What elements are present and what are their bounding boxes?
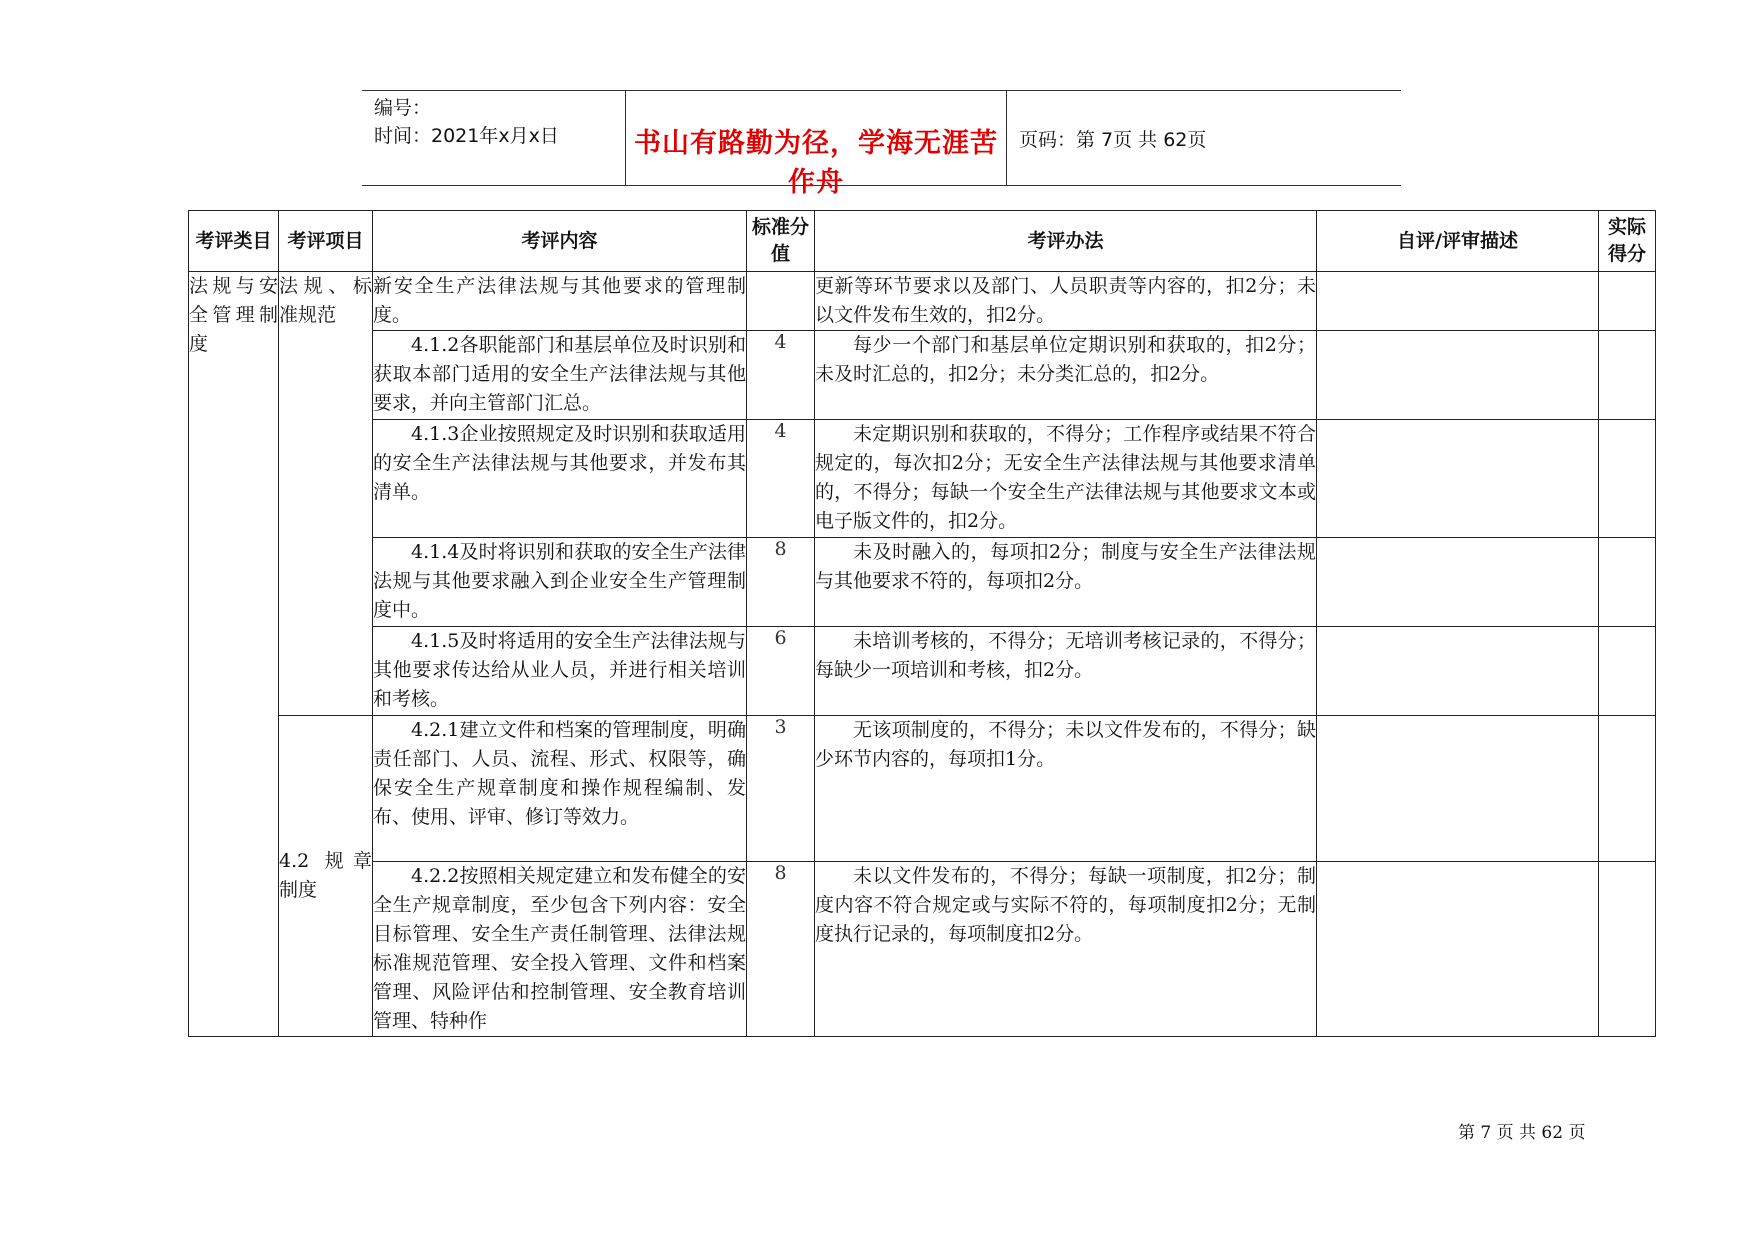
content-cell: 4.2.2按照相关规定建立和发布健全的安全生产规章制度，至少包含下列内容：安全目标管理、安全生产责任制管理、法律法规标准规范管理、安全投入管理、文件和档案管理、风险评估和控制管理、安全教育培训管理、特种作	[373, 862, 747, 1037]
table-row	[189, 862, 1656, 1037]
header-motto-cell	[626, 91, 1007, 198]
self-evaluation-cell	[1317, 716, 1599, 862]
method-cell: 每少一个部门和基层单位定期识别和获取的，扣2分；未及时汇总的，扣2分；未分类汇总的，扣2分。	[815, 331, 1317, 420]
score-cell	[747, 272, 815, 331]
method-cell: 未及时融入的，每项扣2分；制度与安全生产法律法规与其他要求不符的，每项扣2分。	[815, 538, 1317, 627]
table-row	[189, 627, 1656, 716]
actual-score-cell	[1599, 272, 1656, 331]
actual-score-cell	[1599, 716, 1656, 862]
item-cell: 4.2 规章制度	[279, 716, 373, 1037]
score-cell: 6	[747, 627, 815, 716]
item-cell: 法规、标准规范	[279, 272, 373, 716]
self-evaluation-cell	[1317, 420, 1599, 538]
content-cell: 4.1.4及时将识别和获取的安全生产法律法规与其他要求融入到企业安全生产管理制度中。	[373, 538, 747, 627]
self-evaluation-cell	[1317, 331, 1599, 420]
score-cell: 3	[747, 716, 815, 862]
evaluation-table	[188, 210, 1656, 1037]
table-row	[189, 716, 1656, 862]
actual-score-cell	[1599, 862, 1656, 1037]
score-cell: 4	[747, 420, 815, 538]
actual-score-cell	[1599, 538, 1656, 627]
number-label: 编号：	[374, 97, 432, 119]
score-cell: 8	[747, 538, 815, 627]
method-cell: 未以文件发布的，不得分；每缺一项制度，扣2分；制度内容不符合规定或与实际不符的，每项制度扣2分；无制度执行记录的，每项制度扣2分。	[815, 862, 1317, 1037]
header-actual-score: 实际得分	[1599, 211, 1656, 272]
score-cell: 4	[747, 331, 815, 420]
header-self-evaluation: 自评/评审描述	[1317, 211, 1599, 272]
method-cell: 未培训考核的，不得分；无培训考核记录的，不得分；每缺少一项培训和考核，扣2分。	[815, 627, 1317, 716]
self-evaluation-cell	[1317, 862, 1599, 1037]
method-cell: 更新等环节要求以及部门、人员职责等内容的，扣2分；未以文件发布生效的，扣2分。	[815, 272, 1317, 331]
content-cell: 4.1.3企业按照规定及时识别和获取适用的安全生产法律法规与其他要求，并发布其清单。	[373, 420, 747, 538]
header-content: 考评内容	[373, 211, 747, 272]
table-row	[189, 538, 1656, 627]
method-cell: 未定期识别和获取的，不得分；工作程序或结果不符合规定的，每次扣2分；无安全生产法律法规与其他要求清单的，不得分；每缺一个安全生产法律法规与其他要求文本或电子版文件的，扣2分。	[815, 420, 1317, 538]
header-info-cell	[362, 91, 626, 185]
self-evaluation-cell	[1317, 538, 1599, 627]
method-cell: 无该项制度的，不得分；未以文件发布的，不得分；缺少环节内容的，每项扣1分。	[815, 716, 1317, 862]
actual-score-cell	[1599, 627, 1656, 716]
page-footer: 第 7 页 共 62 页	[1458, 1123, 1586, 1143]
self-evaluation-cell	[1317, 272, 1599, 331]
header-item: 考评项目	[279, 211, 373, 272]
table-row	[189, 420, 1656, 538]
document-header	[362, 90, 1401, 198]
header-page-cell	[1007, 91, 1401, 185]
category-cell: 法规与安全管理制度	[189, 272, 279, 1037]
content-cell: 4.1.2各职能部门和基层单位及时识别和获取本部门适用的安全生产法律法规与其他要求，并向主管部门汇总。	[373, 331, 747, 420]
actual-score-cell	[1599, 331, 1656, 420]
time-label: 时间：2021年x月x日	[374, 125, 559, 147]
header-score: 标准分值	[747, 211, 815, 272]
table-header-row	[189, 211, 1656, 272]
header-category: 考评类目	[189, 211, 279, 272]
score-cell: 8	[747, 862, 815, 1037]
table-row	[189, 272, 1656, 331]
self-evaluation-cell	[1317, 627, 1599, 716]
header-method: 考评办法	[815, 211, 1317, 272]
motto-text: 书山有路勤为径，学海无涯苦作舟	[634, 128, 998, 198]
page-info: 页码：第 7页 共 62页	[1019, 129, 1207, 151]
content-cell: 新安全生产法律法规与其他要求的管理制度。	[373, 272, 747, 331]
content-cell: 4.1.5及时将适用的安全生产法律法规与其他要求传达给从业人员，并进行相关培训和考核。	[373, 627, 747, 716]
content-cell: 4.2.1建立文件和档案的管理制度，明确责任部门、人员、流程、形式、权限等，确保安全生产规章制度和操作规程编制、发布、使用、评审、修订等效力。	[373, 716, 747, 862]
table-row	[189, 331, 1656, 420]
actual-score-cell	[1599, 420, 1656, 538]
